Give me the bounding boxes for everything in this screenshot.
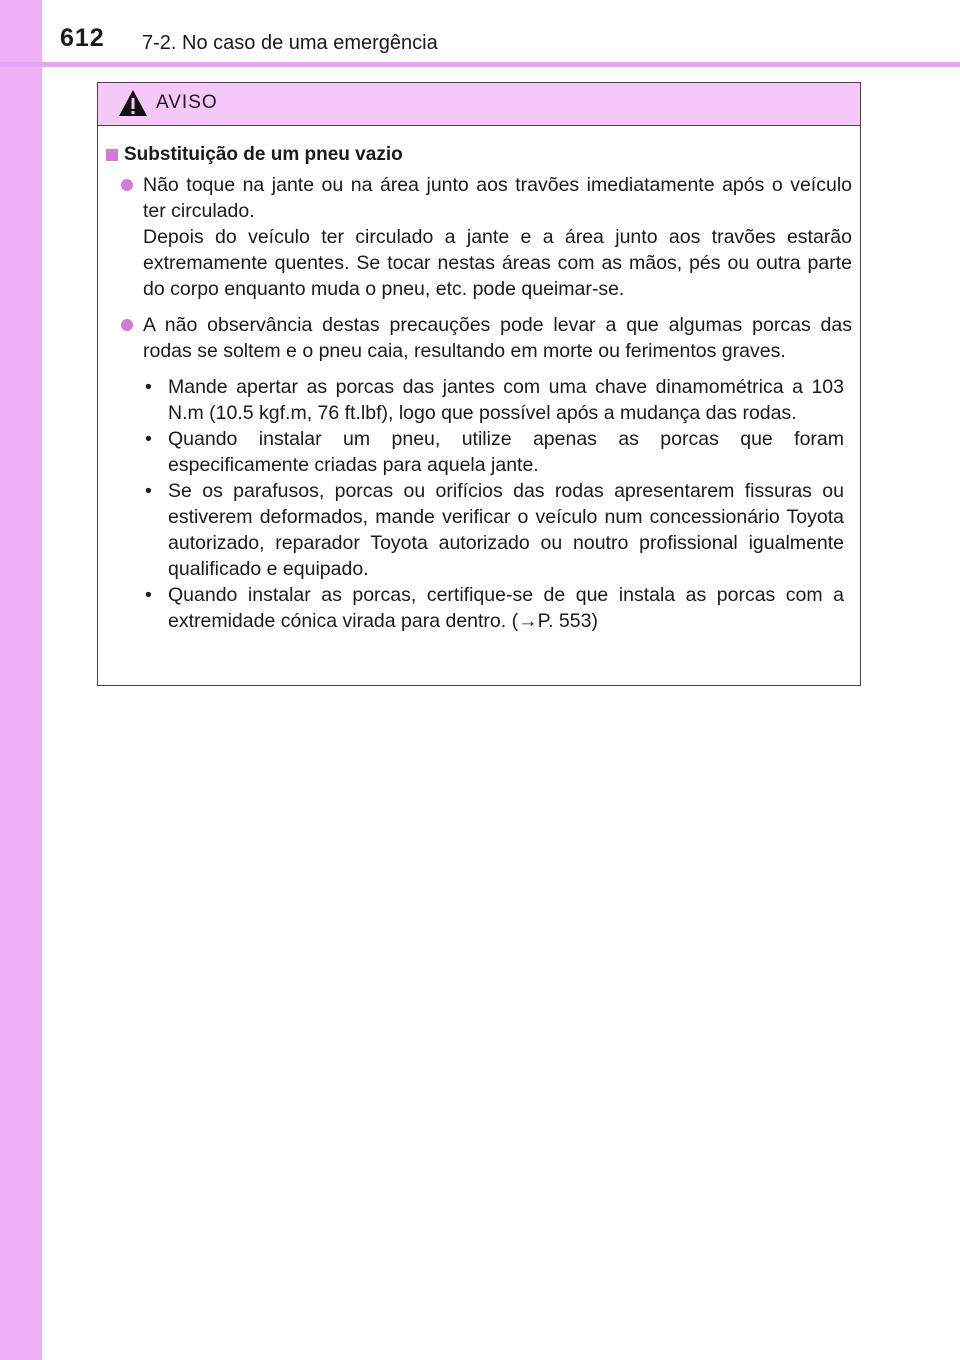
warning-triangle-icon bbox=[118, 89, 148, 117]
bullet-dot-icon: • bbox=[145, 428, 152, 450]
header-rule bbox=[0, 62, 960, 67]
warning-heading-text: Substituição de um pneu vazio bbox=[124, 144, 403, 165]
warning-item-2 bbox=[106, 312, 852, 364]
section-title: 7-2. No caso de uma emergência bbox=[142, 32, 438, 54]
bullet-dot-icon: • bbox=[145, 480, 152, 502]
square-bullet-icon bbox=[106, 149, 118, 161]
warning-body bbox=[98, 126, 860, 634]
list-item: • Se os parafusos, porcas ou orifícios das rodas apresentarem fissuras ou estiverem deformados, mande verificar o veículo num concessionário Toyota autorizado, reparador Toyota autorizado ou noutro profissional igualmente qualificado e equipado. bbox=[145, 480, 844, 580]
circle-bullet-icon bbox=[121, 179, 133, 191]
page-number: 612 bbox=[60, 24, 105, 52]
list-item: • Mande apertar as porcas das jantes com uma chave dinamométrica a 103 N.m (10.5 kgf.m, 76 ft.lbf), logo que possível após a mudança das rodas. bbox=[145, 376, 844, 424]
warning-header bbox=[98, 83, 860, 126]
list-item: • Quando instalar um pneu, utilize apenas as porcas que foram especificamente criadas para aquela jante. bbox=[145, 428, 844, 476]
bullet-list bbox=[106, 374, 852, 634]
warning-item-1-line2: Depois do veículo ter circulado a jante e a área junto aos travões estarão extremamente quentes. Se tocar nestas áreas com as mãos, pés ou outra parte do corpo enquanto muda o pneu, etc. pode queimar-se. bbox=[143, 226, 852, 300]
bullet-dot-icon: • bbox=[145, 584, 152, 606]
bullet-dot-icon: • bbox=[145, 376, 152, 398]
list-item: • Quando instalar as porcas, certifique-se de que instala as porcas com a extremidade cónica virada para dentro. (→P. 553) bbox=[145, 584, 844, 632]
warning-item-1 bbox=[106, 172, 852, 302]
side-tab-strip bbox=[0, 0, 42, 1360]
circle-bullet-icon bbox=[121, 319, 133, 331]
warning-item-1-line1: Não toque na jante ou na área junto aos travões imediatamente após o veículo ter circulado. bbox=[143, 174, 852, 222]
warning-label: AVISO bbox=[156, 92, 218, 113]
warning-box bbox=[97, 82, 861, 686]
warning-heading bbox=[106, 144, 852, 166]
warning-item-2-text: A não observância destas precauções pode levar a que algumas porcas das rodas se soltem e o pneu caia, resultando em morte ou ferimentos graves. bbox=[143, 314, 852, 362]
